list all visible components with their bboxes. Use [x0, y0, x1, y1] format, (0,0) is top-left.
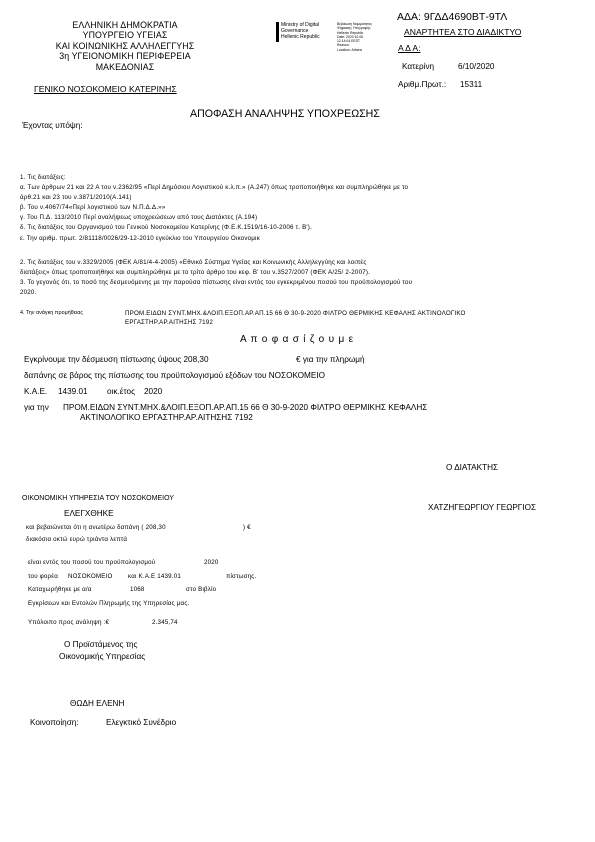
section3-line: 3. Το γεγονός ότι, το ποσό της δεσμευόμενης με την παρούσα πίστωσης είναι εντός του εγκεκριμένου ποσού του προϋπολογισμού του: [20, 279, 413, 286]
having-regard: Έχοντας υπόψη:: [22, 121, 83, 130]
provision-line: δ. Τις διατάξεις του Οργανισμού του Γενικού Νοσοκομείου Κατερίνης (Φ.Ε.Κ.1519/16-10-2006 τ. Β').: [20, 224, 312, 231]
certify-text: ) €: [243, 524, 251, 531]
checked-label: ΕΛΕΓΧΘΗΚΕ: [64, 509, 114, 518]
protocol-number: 15311: [460, 80, 483, 89]
approve-line: δαπάνης σε βάρος της πίστωσης του προϋπολογισμού εξόδων του ΝΟΣΟΚΟΜΕΙΟ: [24, 371, 325, 380]
item4-label: 4. Την ανάγκη προμήθειας: [20, 310, 83, 316]
section2-line: διατάξεις» όπως τροποποιήθηκε και συμπληρώθηκε με το τρίτο άρθρο του κεφ. Β' του ν.3527/2007 (ΦΕΚ Α/25/ 2-2007).: [20, 269, 371, 276]
recorded-label: Καταχωρήθηκε με α/α: [28, 586, 92, 593]
org-line: ΥΠΟΥΡΓΕΙΟ ΥΓΕΙΑΣ: [82, 30, 168, 41]
kae-label: Κ.Α.Ε.: [24, 387, 48, 396]
year-value: 2020: [144, 387, 163, 396]
document-title: ΑΠΟΦΑΣΗ ΑΝΑΛΗΨΗΣ ΥΠΟΧΡΕΩΣΗΣ: [190, 108, 380, 120]
signature-detail-line: Βεβαίωση Νομιμότητας: [337, 22, 372, 26]
protocol-label: Αριθμ.Πρωτ.:: [398, 80, 447, 89]
for-label: για την: [24, 403, 49, 412]
kae-value: 1439.01: [58, 387, 88, 396]
entity-label: του φορέα: [28, 573, 59, 580]
section2-line: 2. Τις διατάξεις του ν.3329/2005 (ΦΕΚ Α/81/4-4-2005) «Εθνικό Σύστημα Υγείας και Κοινωνικής Αλληλεγγύης και λοιπές: [20, 259, 367, 266]
kae-text: και Κ.Α.Ε 1439.01: [128, 573, 181, 580]
head-title: Ο Προϊστάμενος της: [64, 640, 138, 649]
org-line: 3η ΥΓΕΙΟΝΟΜΙΚΗ ΠΕΡΙΦΕΡΕΙΑ: [59, 51, 191, 62]
remaining-value: 2.345,74: [152, 619, 178, 626]
authority-title: Ο ΔΙΑΤΑΚΤΗΣ: [446, 463, 499, 472]
head-title: Οικονομικής Υπηρεσίας: [59, 652, 146, 661]
signature-issuer-line: Hellenic Republic: [281, 34, 320, 40]
item4-text: ΕΡΓΑΣΤΗΡ.ΑΡ.ΑΙΤΗΣΗΣ 7192: [125, 319, 214, 326]
cc-value: Ελεγκτικό Συνέδριο: [106, 718, 177, 727]
signer-name: ΘΩΔΗ ΕΛΕΝΗ: [70, 699, 125, 708]
certify-text: και βεβαιώνεται ότι η ανωτέρω δαπάνη ( 208,30: [26, 524, 166, 531]
posted-online: ΑΝΑΡΤΗΤΕΑ ΣΤΟ ΔΙΑΔΙΚΤΥΟ: [404, 27, 522, 37]
signature-detail-line: Date: 2020.10.06: [337, 34, 364, 39]
provision-line: α. Των άρθρων 21 και 22 Α του ν.2362/95 «Περί Δημόσιου Λογιστικού κ.λ.π.» (Α.247) όπως τροποποιήθηκε και συμπληρώθηκε με το: [20, 184, 409, 191]
signature-details: [337, 22, 372, 52]
signature-issuer-line: Ministry of Digital: [281, 22, 320, 28]
signature-detail-line: Location: Athens: [337, 47, 363, 52]
signature-issuer: [281, 22, 320, 40]
approve-line: € για την πληρωμή: [296, 355, 365, 364]
cc-label: Κοινοποίηση:: [30, 718, 79, 727]
signature-issuer-line: Governance: [281, 28, 309, 34]
financial-service: ΟΙΚΟΝΟΜΙΚΗ ΥΠΗΡΕΣΙΑ ΤΟΥ ΝΟΣΟΚΟΜΕΙΟΥ: [22, 495, 174, 502]
signature-detail-line: Reason:: [337, 43, 350, 48]
decision-heading: Α π ο φ α σ ί ζ ο υ μ ε: [240, 334, 354, 345]
remaining-label: Υπόλοιπο προς ανάληψη :€: [28, 619, 110, 626]
entity-name: ΝΟΣΟΚΟΜΕΙΟ: [68, 573, 113, 580]
amount-words: διακόσια οκτώ ευρώ τριάντα λεπτά: [26, 536, 128, 543]
document-date: 6/10/2020: [458, 62, 495, 71]
provision-line: β. Του ν.4067/74«Περί λογιστικού των Ν.Π.Δ.Δ.»»: [20, 204, 166, 211]
signatory-name: ΧΑΤΖΗΓΕΩΡΓΙΟΥ ΓΕΩΡΓΙΟΣ: [428, 503, 537, 512]
signature-logo-icon: [276, 22, 279, 42]
org-line: ΕΛΛΗΝΙΚΗ ΔΗΜΟΚΡΑΤΙΑ: [72, 20, 178, 30]
approve-line: Εγκρίνουμε την δέσμευση πίστωσης ύψους 208,30: [24, 355, 209, 364]
approvals-text: Εγκρίσεων και Εντολών Πληρωμής της Υπηρεσίας μας.: [28, 600, 190, 607]
for-text: ΠΡΟΜ.ΕΙΔΩΝ ΣΥΝΤ.ΜΗΧ.&ΛΟΙΠ.ΕΞΟΠ.ΑΡ.ΑΠ.15 66 Θ 30-9-2020 ΦΙΛΤΡΟ ΘΕΡΜΙΚΗΣ ΚΕΦΑΛΗΣ: [63, 403, 428, 412]
place-label: Κατερίνη: [402, 62, 435, 71]
provisions-heading: 1. Τις διατάξεις:: [20, 174, 66, 181]
for-text: ΑΚΤΙΝΟΛΟΓΙΚΟ ΕΡΓΑΣΤΗΡ.ΑΡ.ΑΙΤΗΣΗΣ 7192: [80, 413, 253, 422]
item4-text: ΠΡΟΜ.ΕΙΔΩΝ ΣΥΝΤ.ΜΗΧ.&ΛΟΙΠ.ΕΞΟΠ.ΑΡ.ΑΠ.15 66 Θ 30-9-2020 ΦΙΛΤΡΟ ΘΕΡΜΙΚΗΣ ΚΕΦΑΛΗΣ ΑΚΤΙΝΟΛΟΓΙΚΟ: [125, 310, 466, 317]
hospital-name: ΓΕΝΙΚΟ ΝΟΣΟΚΟΜΕΙΟ ΚΑΤΕΡΙΝΗΣ: [34, 84, 177, 94]
ada-code: ΑΔΑ: 9ΓΔΔ4690ΒΤ-9ΤΛ: [397, 11, 508, 23]
within-year: 2020: [204, 559, 219, 566]
recorded-number: 1068: [130, 586, 145, 593]
within-text: είναι εντός του ποσού του προϋπολογισμού: [28, 559, 156, 566]
provision-line: ε. Την αριθμ. πρωτ. 2/81118/0026/29-12-2010 εγκύκλιο του Υπουργείου Οικονομικ: [20, 235, 260, 242]
signature-detail-line: 12:14:04 EEST: [337, 39, 360, 44]
book-label: στο Βιβλίο: [186, 586, 217, 593]
ada-label: Α Δ Α:: [398, 43, 421, 53]
year-label: οικ.έτος: [107, 387, 136, 396]
provision-line: άρθ.21 και 23 του ν.3871/2010(Α.141): [20, 194, 132, 201]
org-line: ΚΑΙ ΚΟΙΝΩΝΙΚΗΣ ΑΛΛΗΛΕΓΓΥΗΣ: [55, 40, 195, 51]
org-header: [30, 20, 220, 72]
signature-detail-line: Ψηφιακής Υπογραφής: [337, 26, 371, 31]
org-line: ΜΑΚΕΔΟΝΙΑΣ: [95, 61, 155, 72]
signature-detail-line: Hellenic Republic: [337, 30, 364, 35]
section3-line: 2020.: [20, 289, 37, 296]
provision-line: γ. Του Π.Δ. 113/2010 Περί αναλήψεως υποχρεώσεων από τους Διατάκτες (Α.194): [20, 214, 258, 221]
credit-text: πίστωσης.: [226, 573, 257, 580]
